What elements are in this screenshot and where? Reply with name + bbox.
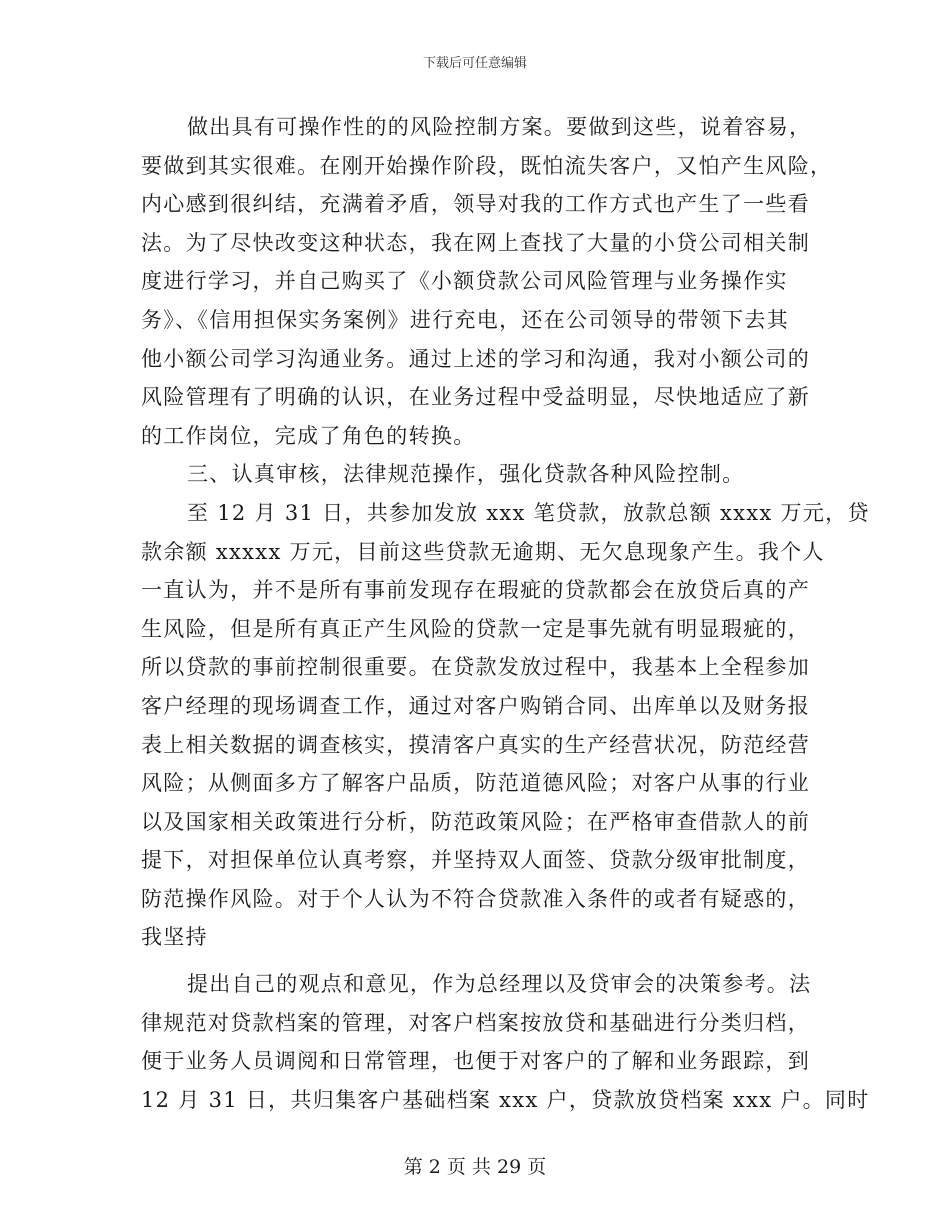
paragraph-line: 一直认为，并不是所有事前发现存在瑕疵的贷款都会在放贷后真的产 — [141, 578, 810, 603]
paragraph-line: 风险；从侧面多方了解客户品质，防范道德风险；对客户从事的行业 — [141, 771, 810, 796]
paragraph-line: 他小额公司学习沟通业务。通过上述的学习和沟通，我对小额公司的 — [141, 346, 810, 371]
paragraph-line: 至 12 月 31 日，共参加发放 xxx 笔贷款，放款总额 xxxx 万元，贷 — [187, 500, 870, 525]
paragraph-line: 防范操作风险。对于个人认为不符合贷款准入条件的或者有疑惑的， — [141, 886, 810, 911]
paragraph-line: 所以贷款的事前控制很重要。在贷款发放过程中，我基本上全程参加 — [141, 655, 810, 680]
paragraph-line: 提下，对担保单位认真考察，并坚持双人面签、贷款分级审批制度， — [141, 848, 810, 873]
paragraph-line: 以及国家相关政策进行分析，防范政策风险；在严格审查借款人的前 — [141, 809, 810, 834]
paragraph-line: 律规范对贷款档案的管理，对客户档案按放贷和基础进行分类归档， — [141, 1010, 810, 1035]
paragraph-line: 我坚持 — [141, 925, 208, 950]
paragraph-line: 款余额 xxxxx 万元，目前这些贷款无逾期、无欠息现象产生。我个人 — [141, 539, 825, 564]
paragraph-gap — [141, 957, 806, 965]
paragraph-line: 提出自己的观点和意见，作为总经理以及贷审会的决策参考。法 — [187, 972, 812, 997]
paragraph-line: 12 月 31 日，共归集客户基础档案 xxx 户，贷款放贷档案 xxx 户。同时 — [141, 1087, 870, 1112]
paragraph-line: 表上相关数据的调查核实，摸清客户真实的生产经营状况，防范经营 — [141, 732, 810, 757]
paragraph-line: 的工作岗位，完成了角色的转换。 — [141, 423, 476, 448]
section-heading: 三、认真审核，法律规范操作，强化贷款各种风险控制。 — [187, 462, 745, 487]
document-body — [141, 108, 870, 1119]
paragraph-line: 做出具有可操作性的的风险控制方案。要做到这些，说着容易， — [187, 115, 812, 139]
paragraph-line: 务》、《信用担保实务案例》进行充电，还在公司领导的带领下去其 — [141, 307, 789, 332]
paragraph-line: 度进行学习，并自己购买了《小额贷款公司风险管理与业务操作实 — [141, 269, 788, 294]
paragraph-line: 法。为了尽快改变这种状态，我在网上查找了大量的小贷公司相关制 — [141, 230, 810, 255]
paragraph-line: 客户经理的现场调查工作，通过对客户购销合同、出库单以及财务报 — [141, 693, 810, 718]
paragraph-line: 内心感到很纠结，充满着矛盾，领导对我的工作方式也产生了一些看 — [141, 192, 810, 217]
paragraph-line: 风险管理有了明确的认识，在业务过程中受益明显，尽快地适应了新 — [141, 385, 810, 410]
paragraph-line: 便于业务人员调阅和日常管理，也便于对客户的了解和业务跟踪，到 — [141, 1049, 810, 1074]
page-header: 下载后可任意编辑 — [422, 56, 527, 71]
page-footer: 第 2 页 共 29 页 — [403, 1156, 547, 1178]
paragraph-line: 生风险，但是所有真正产生风险的贷款一定是事先就有明显瑕疵的， — [141, 616, 810, 641]
paragraph-line: 要做到其实很难。在刚开始操作阶段，既怕流失客户，又怕产生风险， — [141, 153, 833, 178]
